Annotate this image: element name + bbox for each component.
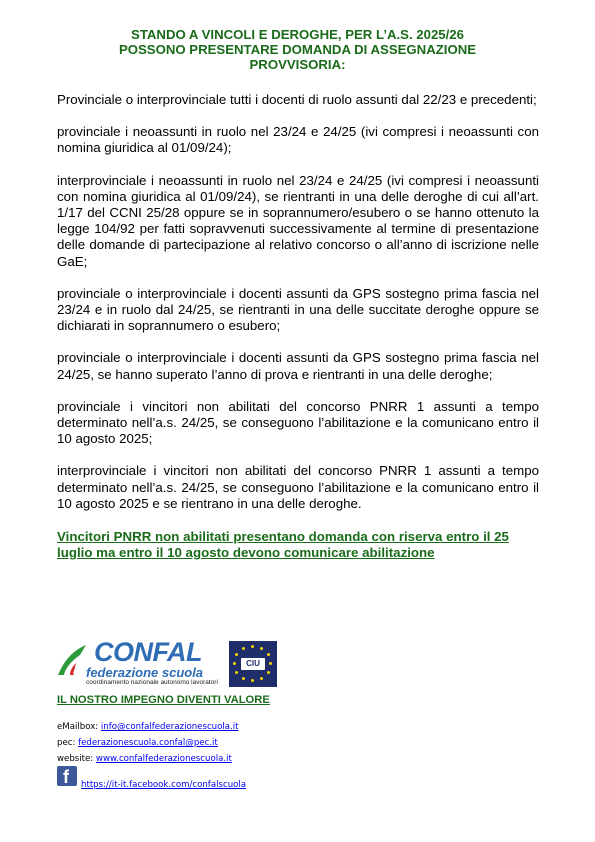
- highlight-note: Vincitori PNRR non abilitati presentano domanda con riserva entro il 25 luglio ma entro il 10 agosto devono comunicare abilitazione: [57, 529, 509, 561]
- paragraph: provinciale i neoassunti in ruolo nel 23/24 e 24/25 (ivi compresi i neoassunti con nomina giuridica al 01/09/24);: [57, 124, 539, 156]
- ciu-badge: [229, 641, 277, 687]
- document-title: [40, 27, 555, 72]
- facebook-link[interactable]: https://it-it.facebook.com/confalscuola: [81, 780, 247, 790]
- document-body: [57, 92, 539, 528]
- brand-name: CONFAL: [94, 637, 202, 667]
- paragraph: provinciale o interprovinciale i docenti assunti da GPS sostegno prima fascia nel 24/25, se hanno superato l’anno di prova e rientranti in una delle deroghe;: [57, 350, 539, 382]
- title-line-1: STANDO A VINCOLI E DEROGHE, PER L’A.S. 2025/26: [131, 27, 464, 42]
- brand-tagline: coordinamento nazionale autonomo lavoratori: [86, 679, 218, 686]
- title-line-3: PROVVISORIA:: [249, 57, 346, 72]
- motto: IL NOSTRO IMPEGNO DIVENTI VALORE: [57, 694, 270, 706]
- confal-logo: [56, 637, 278, 689]
- pec-line: [57, 738, 218, 748]
- paragraph: interprovinciale i vincitori non abilitati del concorso PNRR 1 assunti a tempo determinato nell’a.s. 24/25, se conseguono l’abilitazione e la comunicano entro il 10 agosto 2025 e se rientrano in una delle deroghe.: [57, 463, 539, 511]
- email-link[interactable]: info@confalfederazionescuola.it: [100, 722, 239, 732]
- paragraph: provinciale i vincitori non abilitati del concorso PNRR 1 assunti a tempo determinato nell’a.s. 24/25, se conseguono l’abilitazione e la comunicano entro il 10 agosto 2025;: [57, 398, 539, 447]
- website-label: website:: [57, 754, 96, 764]
- paragraph: Provinciale o interprovinciale tutti i docenti di ruolo assunti dal 22/23 e precedenti;: [57, 92, 537, 107]
- brand-subtitle: federazione scuola: [86, 665, 204, 680]
- pec-link[interactable]: federazionescuola.confal@pec.it: [78, 738, 218, 748]
- title-line-2: POSSONO PRESENTARE DOMANDA DI ASSEGNAZIONE: [118, 42, 477, 57]
- ciu-label: CIU: [241, 658, 265, 670]
- email-label: eMailbox:: [57, 722, 101, 732]
- website-link[interactable]: www.confalfederazionescuola.it: [95, 754, 232, 764]
- pec-label: pec:: [57, 738, 79, 748]
- facebook-icon[interactable]: f: [57, 766, 77, 786]
- paragraph: interprovinciale i neoassunti in ruolo nel 23/24 e 24/25 (ivi compresi i neoassunti con nomina giuridica al 01/09/24), se rientranti in una delle deroghe di cui all’art. 1/17 del CCNI 25/28 oppure se in soprannumero/esubero o se hanno ottenuto la legge 104/92 per fatti sopravvenuti successivamente al termine di presentazione delle domande di partecipazione al relativo concorso o all’anno di iscrizione nelle GaE;: [57, 172, 539, 269]
- paragraph: provinciale o interprovinciale i docenti assunti da GPS sostegno prima fascia nel 23/24 e in ruolo dal 24/25, se rientranti in una delle succitate deroghe oppure se dichiarati in soprannumero o esubero;: [57, 285, 539, 334]
- website-line: [57, 754, 232, 764]
- email-line: [57, 722, 239, 732]
